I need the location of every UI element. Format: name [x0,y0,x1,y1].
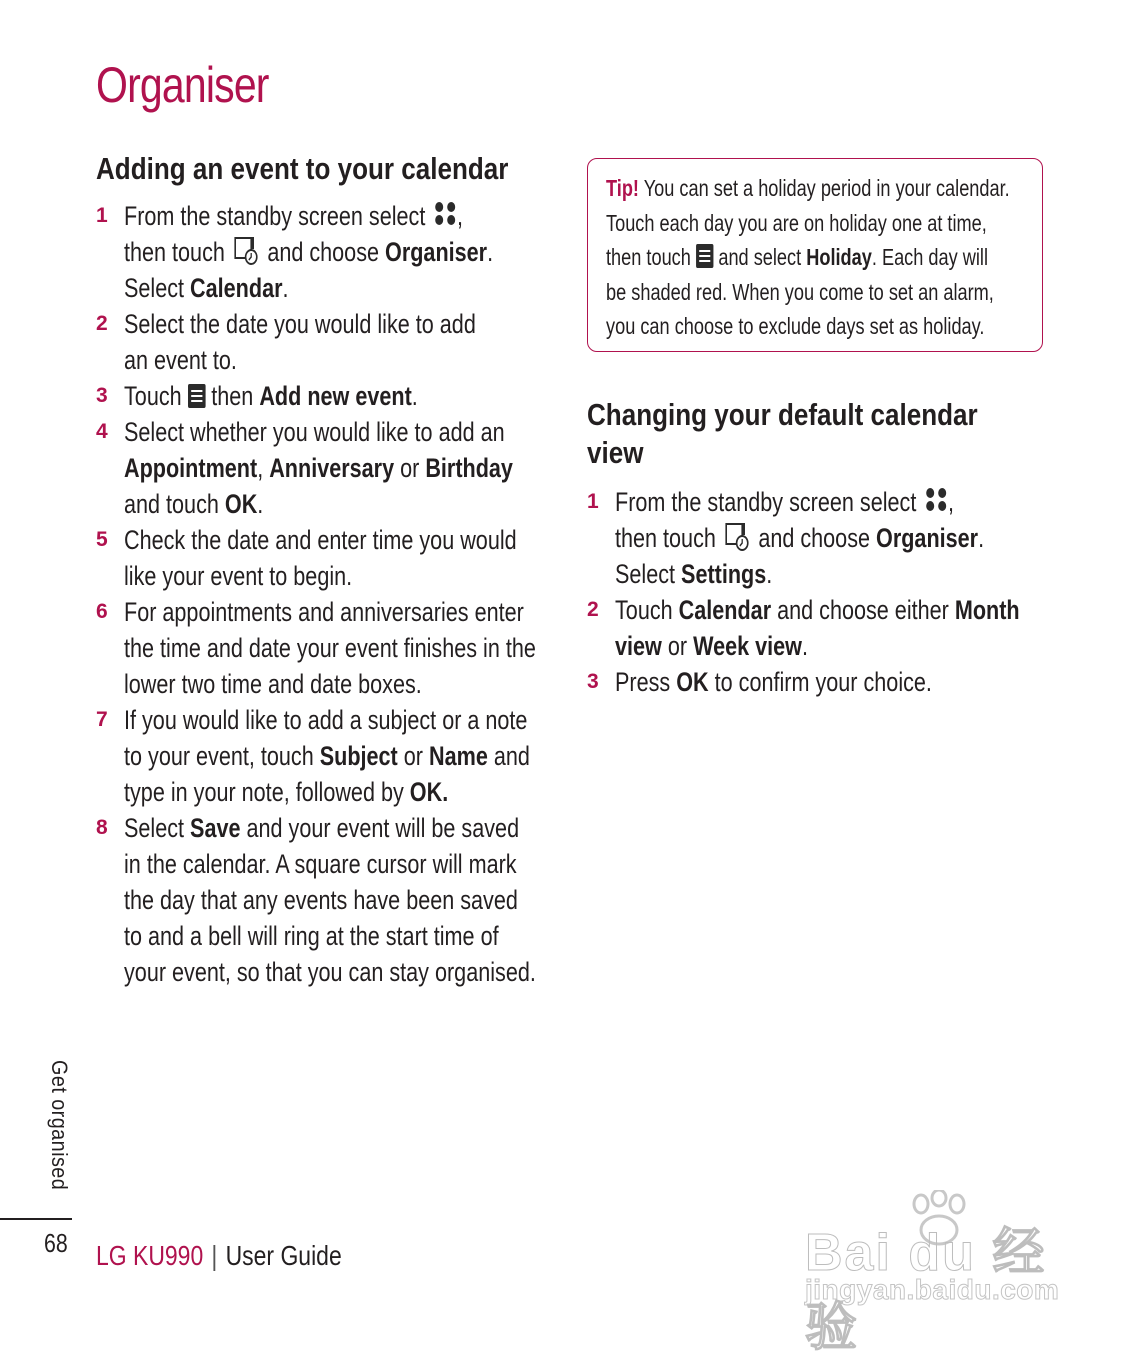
right-column [587,158,1043,700]
step-number: 1 [587,490,599,513]
section-heading-add-event: Adding an event to your calendar [96,151,509,186]
list-item: 3 Press OK to confirm your choice. [587,664,1043,700]
list-item: 1 From the standby screen select , then touch and choose Organiser. Select Calendar. [96,198,566,306]
list-item: 4 Select whether you would like to add an Appointment, Anniversary or Birthday and touch OK. [96,414,566,522]
step-number: 4 [96,420,108,443]
options-menu-icon [188,384,206,408]
tip-label: Tip! [606,175,639,201]
list-item: 2 Select the date you would like to add an event to. [96,306,566,378]
page-number: 68 [44,1228,68,1258]
list-item: 7 If you would like to add a subject or a note to your event, touch Subject or Name and type in your note, followed by OK. [96,702,566,810]
list-item: 8 Select Save and your event will be saved in the calendar. A square cursor will mark the day that any events have been saved to and a bell will ring at the start time of your event, so that you can stay organised. [96,810,566,990]
list-item: 2 Touch Calendar and choose either Month view or Week view. [587,592,1043,664]
footer-divider [0,1218,72,1220]
baidu-watermark [805,1190,1075,1357]
list-item: 1 From the standby screen select , then touch and choose Organiser. Select Settings. [587,484,1043,592]
step-number: 3 [96,384,108,407]
organiser-tool-icon [233,235,259,265]
footer-model: LG KU990 [96,1240,204,1271]
list-item: 5 Check the date and enter time you would like your event to begin. [96,522,566,594]
step-number: 5 [96,528,108,551]
list-item: 3 Touch then Add new event. [96,378,566,414]
watermark-brand: Bai du 经验 [805,1224,1047,1357]
step-number: 1 [96,204,108,227]
calendar-view-steps [587,484,1043,700]
tip-box: Tip! You can set a holiday period in your calendar. Touch each day you are on holiday one at time, then touch and select Holiday. Each day will be shaded red. When you come to set an alarm, you can choose to exclude days set as holiday. [587,158,1043,352]
left-column [96,150,566,990]
section-heading-calendar-view: Changing your default calendar view [587,397,978,470]
organiser-tool-icon [724,521,750,551]
step-number: 2 [96,312,108,335]
step-number: 7 [96,708,108,731]
watermark-url: jingyan.baidu.com [805,1274,1060,1305]
step-number: 3 [587,670,599,693]
footer [96,1240,342,1272]
footer-separator: | [211,1240,218,1271]
step-number: 2 [587,598,599,621]
footer-guide: User Guide [225,1240,342,1271]
menu-grid-icon [431,201,457,227]
options-menu-icon [696,244,713,268]
page-title: Organiser [96,57,269,113]
step-number: 8 [96,816,108,839]
add-event-steps [96,198,566,990]
list-item: 6 For appointments and anniversaries enter the time and date your event finishes in the lower two time and date boxes. [96,594,566,702]
step-number: 6 [96,600,108,623]
menu-grid-icon [922,487,948,513]
